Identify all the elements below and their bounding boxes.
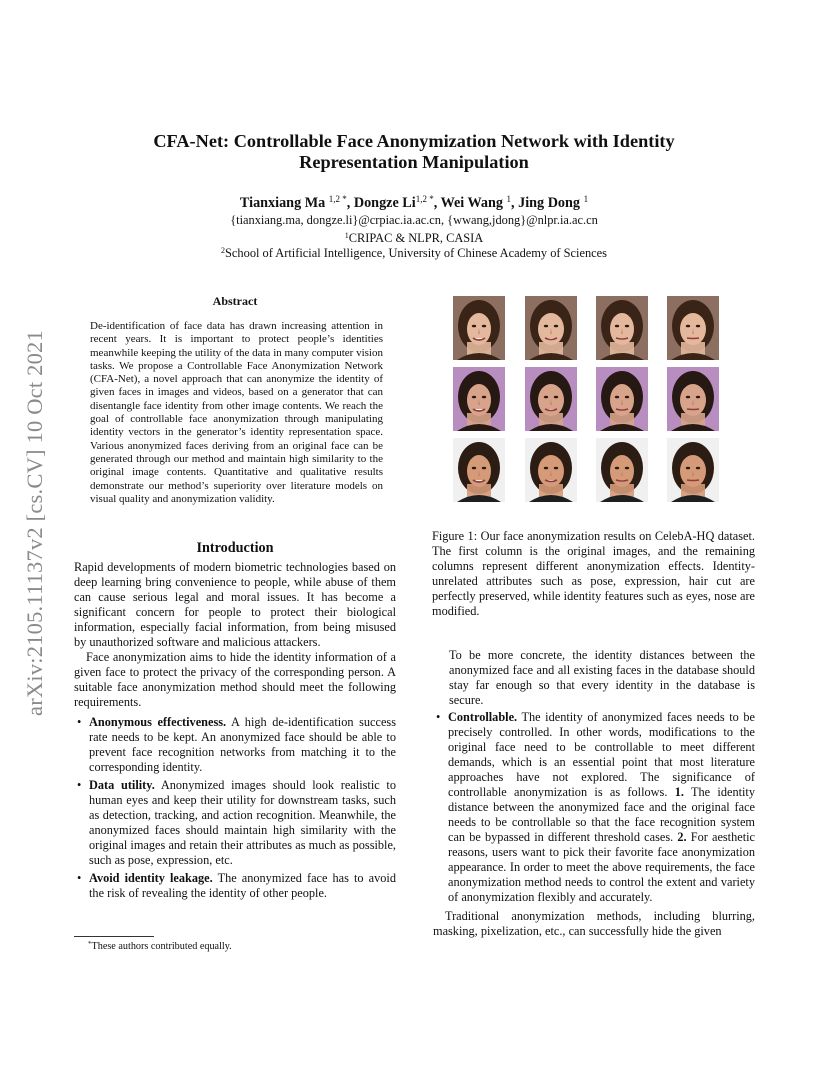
face-thumbnail	[667, 438, 719, 502]
face-thumbnail	[596, 296, 648, 360]
author-name: Tianxiang Ma	[239, 195, 326, 211]
controllable-list	[433, 710, 755, 905]
face-thumbnail	[453, 367, 505, 431]
face-thumbnail	[453, 296, 505, 360]
arxiv-identifier: arXiv:2105.11137v2 [cs.CV] 10 Oct 2021	[22, 330, 47, 716]
arxiv-side-label	[22, 288, 48, 758]
affiliation-2: $^2$School of Artificial Intelligence, University of Chinese Academy of Sciences	[221, 246, 607, 260]
list-item: • Controllable. The identity of anonymized faces needs to be precisely controlled. In other words, modifications to the original face need to be controllable to meet different demands, which is an essential point that most literature approaches have not explored. The significance of controllable anonymization is as follows. 1. The identity distance between the anonymized face and the original face needs to be controllable so that the face recognition system can be bypassed in different threshold cases. 2. For aesthetic reasons, users want to pick their favorite face anonymization appearance. In order to meet the above requirements, the face anonymization method needs to control the extent and variety of anonymization flexibly and accurately.	[433, 710, 755, 905]
author-name: Dongze Li	[353, 195, 416, 211]
footnote: *These authors contributed equally.	[88, 940, 232, 952]
author-affiliation-mark: 1,2 *	[415, 194, 434, 204]
introduction-heading: Introduction	[196, 540, 274, 556]
paragraph-traditional-methods: Traditional anonymization methods, including blurring, masking, pixelization, etc., can successfully hide the given	[433, 909, 755, 938]
requirements-list	[74, 715, 396, 901]
face-thumbnail	[525, 367, 577, 431]
list-item: • Anonymous effectiveness. A high de-identification success rate needs to be kept. An anonymized face should be able to prevent face recognition networks from matching it to the corresponding identity.	[74, 715, 396, 775]
face-thumbnail	[667, 367, 719, 431]
author-emails: {tianxiang.ma, dongze.li}@crpiac.ia.ac.cn, {wwang,jdong}@nlpr.ia.ac.cn	[230, 213, 598, 227]
face-thumbnail	[525, 296, 577, 360]
author-name: Jing Dong	[518, 195, 581, 211]
paper-title: CFA-Net: Controllable Face Anonymization Network with Identity Representation Manipulation	[153, 131, 675, 172]
figure-1-face-grid	[453, 296, 719, 506]
intro-paragraph-2: Face anonymization aims to hide the identity information of a given face to protect the privacy of the corresponding person. A suitable face anonymization method should meet the following requirements.	[74, 650, 396, 709]
affiliation-1: $^1$CRIPAC & NLPR, CASIA	[344, 231, 484, 245]
right-column-continuation: To be more concrete, the identity distances between the anonymized face and all existing faces in the database should stay far enough so that every identity in the database is secure.	[449, 648, 755, 707]
list-item: • Data utility. Anonymized images should look realistic to human eyes and keep their utility for downstream tasks, such as detection, tracking, and action recognition. Meanwhile, the anonymized faces should maintain high similarity with the original images and retain their attributes as much as possible, such as pose, expression, etc.	[74, 778, 396, 868]
face-thumbnail	[596, 438, 648, 502]
abstract-body: De-identification of face data has drawn increasing attention in recent years. It is important to protect people’s identities meanwhile keeping the utility of the data in many computer vision tasks. We propose a Controllable Face Anonymization Network (CFA-Net), a novel approach that can anonymize the identity of given faces in images and videos, based on a generator that can disentangle face identity from other image contents. We reach the goal of controllable face anonymization through manipulating identity vectors in the generator’s identity representation space. Various anonymized faces deriving from an original face can be generated through our method and maintain high similarity to the original image contents. Quantitative and qualitative results demonstrate our method’s superiority over literature models on visual quality and anonymization validity.	[90, 320, 383, 505]
face-thumbnail	[596, 367, 648, 431]
abstract-heading: Abstract	[212, 294, 258, 308]
author-list: Tianxiang Ma $^{1,2 *}$, Dongze $Li^{1,2 *}$, Wei Wang $^1$, Jing Dong $^1$	[239, 194, 589, 211]
author-affiliation-mark: 1	[506, 194, 512, 204]
figure-1-caption: Figure 1: Our face anonymization results on CelebA-HQ dataset. The first column is the original images, and the remaining columns represent different anonymization effects. Identity-unrelated attributes such as pose, expression, hair cut are perfectly preserved, while identity features such as eyes, nose are modified.	[432, 529, 755, 618]
footnote-divider	[74, 936, 154, 937]
left-column-body	[74, 560, 396, 904]
list-item: • Avoid identity leakage. The anonymized face has to avoid the risk of revealing the identity of other people.	[74, 871, 396, 901]
author-name: Wei Wang	[440, 195, 503, 211]
right-column-body	[433, 710, 755, 939]
face-thumbnail	[453, 438, 505, 502]
face-thumbnail	[525, 438, 577, 502]
intro-paragraph-1: Rapid developments of modern biometric technologies based on deep learning bring convenience to people, while abuse of them can cause serious legal and moral issues. It has become a significant concern for people to protect their biological information, especially facial information, from being misused by unauthorized software and malicious attackers.	[74, 560, 396, 649]
author-affiliation-mark: 1,2 *	[328, 194, 347, 204]
face-thumbnail	[667, 296, 719, 360]
author-affiliation-mark: 1	[583, 194, 589, 204]
